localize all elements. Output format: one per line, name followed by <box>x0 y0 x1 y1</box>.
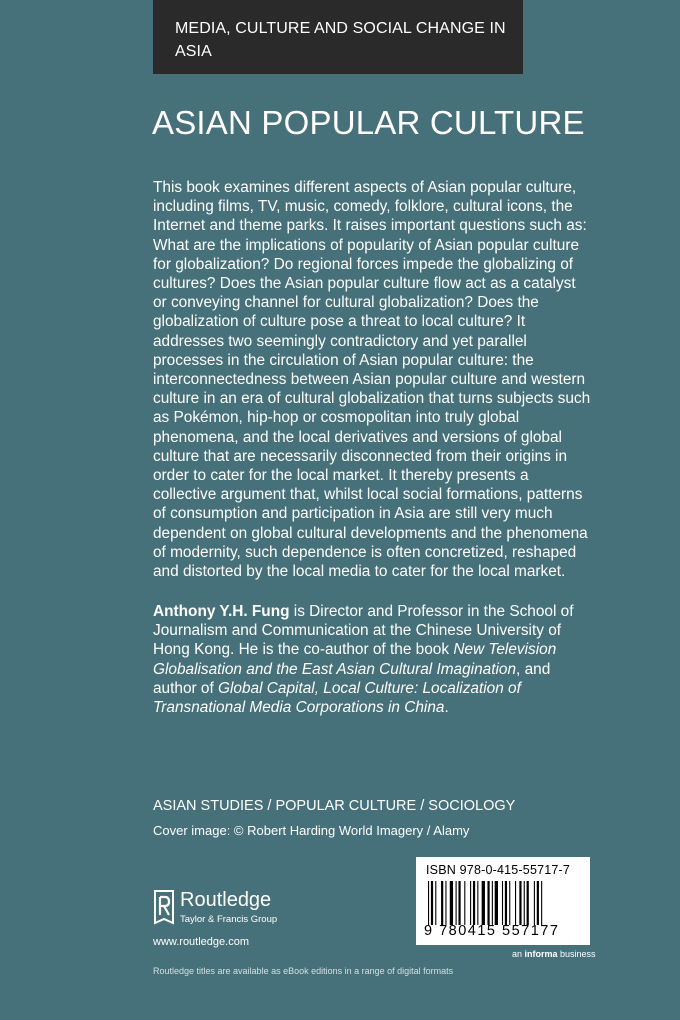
barcode-bar <box>482 881 485 925</box>
barcode-bar <box>428 881 429 925</box>
cover-credit: Cover image: © Robert Harding World Imagery / Alamy <box>153 823 470 838</box>
barcode-bar <box>515 881 516 925</box>
barcode-bar <box>541 881 542 925</box>
barcode-bar <box>524 881 525 925</box>
barcode-bar <box>537 881 539 925</box>
barcode-digits: 9 780415 557177 <box>424 923 560 939</box>
informa-brand: informa <box>524 949 558 959</box>
barcode-bar <box>435 881 436 925</box>
book-blurb: This book examines different aspects of Asian popular culture, including films, TV, music, comedy, folklore, cultural icons, the Internet and theme parks. It raises important questions such as: What are the implications of popularity of Asian popular culture for globalization? Do regional forces impede the globalizing of cultures? Does the Asian popular culture flow act as a catalyst or conveying channel for cultural globalization? Does the globalization of culture pose a threat to local culture? It addresses two seemingly contradictory and yet parallel processes in the circulation of Asian popular culture: the interconnectedness between Asian popular culture and western culture in an era of cultural globalization that turns subjects such as Pokémon, hip-hop or cosmopolitan into truly global phenomena, and the local derivatives and versions of global culture that are necessarily disconnected from their origins in order to cater for the local market. It thereby presents a collective argument that, whilst local social formations, patterns of consumption and participation in Asia are still very much dependent on global cultural developments and the phenomena of modernity, such dependence is often concretized, reshaped and distorted by the local media to cater for the local market. <box>153 179 591 581</box>
barcode-bar <box>487 881 489 925</box>
isbn-barcode-box <box>416 857 590 945</box>
barcode-bar <box>450 881 453 925</box>
publisher-name: Routledge <box>180 889 272 911</box>
bio-text-1: is Director and Professor in the School of Journalism and Communication at the Chinese University of Hong Kong. He is the co-author of the book <box>153 603 574 659</box>
barcode-bar <box>509 881 510 925</box>
barcode-bar <box>477 881 478 925</box>
series-title: MEDIA, CULTURE AND SOCIAL CHANGE IN ASIA <box>175 20 506 60</box>
barcode-bar <box>431 881 433 925</box>
publisher-logo <box>153 889 303 929</box>
barcode-graphic <box>424 881 582 925</box>
ebook-availability-note: Routledge titles are available as eBook editions in a range of digital formats <box>153 966 454 976</box>
barcode-bar <box>441 881 443 925</box>
barcode-bar <box>456 881 457 925</box>
barcode-bar <box>527 881 529 925</box>
publisher-group: Taylor & Francis Group <box>180 914 278 925</box>
author-name: Anthony Y.H. Fung <box>153 603 290 620</box>
barcode-bar <box>464 881 465 925</box>
subject-categories: ASIAN STUDIES / POPULAR CULTURE / SOCIOLOGY <box>153 798 516 814</box>
bio-text-2: , and author of <box>153 660 551 697</box>
informa-prefix: an <box>512 949 525 959</box>
informa-business-note <box>512 949 596 959</box>
book-title: ASIAN POPULAR CULTURE <box>152 104 585 141</box>
bio-book-2: Global Capital, Local Culture: Localization of Transnational Media Corporations in China <box>153 679 521 717</box>
publisher-website: www.routledge.com <box>153 936 249 948</box>
barcode-bar <box>534 881 535 925</box>
routledge-logo-icon <box>153 889 175 927</box>
barcode-bar <box>505 881 507 925</box>
barcode-bar <box>492 881 493 925</box>
isbn-label: ISBN 978-0-415-55717-7 <box>426 863 571 877</box>
bio-text-3: . <box>444 699 449 717</box>
barcode-bar <box>473 881 475 925</box>
barcode-bar <box>445 881 446 925</box>
informa-suffix: business <box>557 949 596 959</box>
barcode-bar <box>470 881 471 925</box>
bio-book-1: New Television Globalisation and the East Asian Cultural Imagination <box>153 641 557 678</box>
barcode-bar <box>458 881 460 925</box>
series-banner <box>153 0 523 74</box>
barcode-bar <box>502 881 503 925</box>
author-bio <box>153 602 593 717</box>
barcode-bar <box>519 881 521 925</box>
barcode-bar <box>495 881 498 925</box>
